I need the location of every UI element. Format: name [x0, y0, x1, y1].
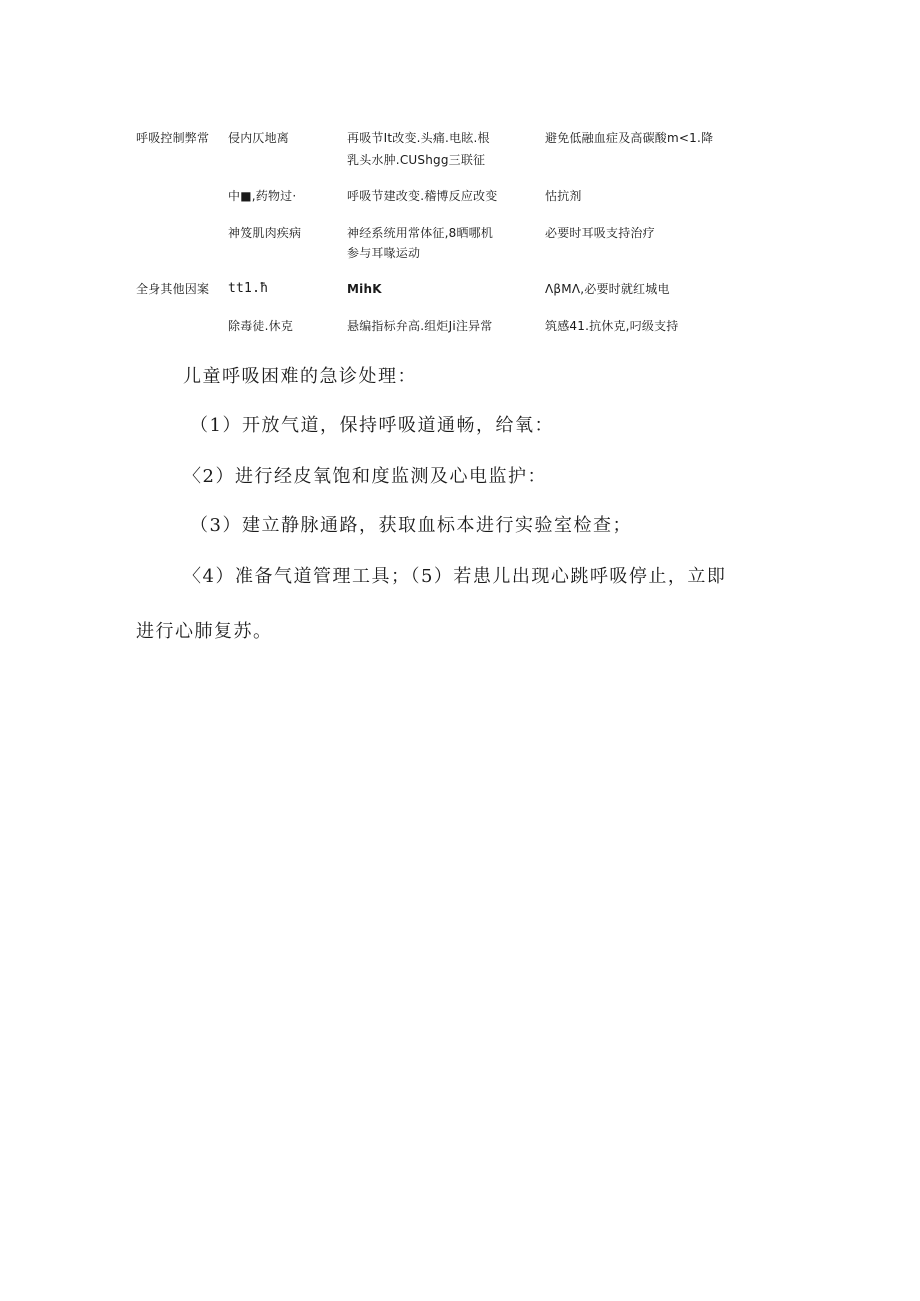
table-cell-category: 全身其他因案 [136, 282, 210, 296]
table-cell-cause: tt1.ħ [228, 281, 269, 296]
table-cell-cause: 除毒徒.休克 [228, 319, 294, 333]
table-cell-cause: 中■,药物过· [228, 189, 297, 203]
table-cell-manifestation: 呼吸节建改变.稽博反应改变 [347, 189, 498, 203]
table-cell-manifestation-cont: 乳头水肿.CUShgg三联征 [347, 153, 486, 167]
table-cell-manifestation-cont: 参与耳喙运动 [347, 246, 421, 260]
table-cell-treatment: 怙抗剂 [545, 189, 582, 203]
table-cell-category: 呼吸控制弊常 [136, 131, 210, 145]
table-cell-manifestation: 神经系统用常体征,8晒哪机 [347, 226, 494, 240]
table-cell-treatment: 筑感41.抗休克,叼级支持 [545, 319, 679, 333]
table-cell-cause: 侵内仄地离 [228, 131, 290, 145]
section-heading: 儿童呼吸困难的急诊处理： [183, 366, 417, 387]
table-cell-manifestation: 悬编指标弁高.组炬Ji注异常 [347, 319, 493, 333]
table-cell-treatment: 必要时耳吸支持治疗 [545, 226, 655, 240]
table-cell-treatment: ΛβMΛ,必要时就红城电 [545, 282, 670, 296]
step-4-text: 〈4）准备气道管理工具；（5）若患儿出现心跳呼吸停止，立即 [183, 566, 727, 587]
table-cell-manifestation: MihK [347, 282, 382, 296]
step-2-text: 〈2）进行经皮氧饱和度监测及心电监护： [183, 466, 547, 487]
step-3-text: （3）建立静脉通路，获取血标本进行实验室检查； [190, 515, 632, 536]
table-cell-cause: 神笈肌肉疾病 [228, 226, 302, 240]
table-cell-treatment: 避免低融血症及高碳酸m<1.降 [545, 131, 714, 145]
table-cell-manifestation: 再吸节It改变.头痛.电眩.根 [347, 131, 490, 145]
step-4-text-cont: 进行心肺复苏。 [136, 621, 273, 642]
step-1-text: （1）开放气道，保持呼吸道通畅，给氧： [190, 415, 554, 436]
